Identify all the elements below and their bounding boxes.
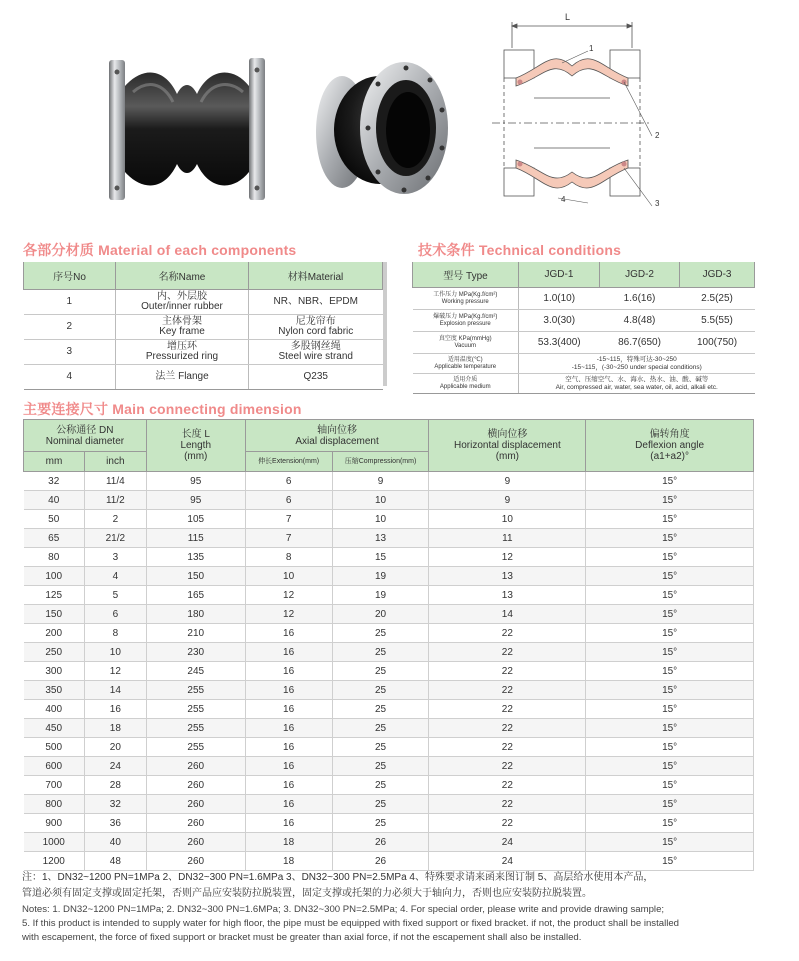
technical-value: 100(750): [680, 332, 755, 354]
technical-value: 5.5(55): [680, 310, 755, 332]
callout-2: 2: [655, 131, 660, 140]
dimension-row: [24, 795, 754, 814]
cell-deflexion: 15°: [586, 833, 754, 852]
cell-length: 260: [146, 776, 245, 795]
cell-horizontal: 12: [429, 548, 586, 567]
technical-row: [413, 288, 755, 310]
material-name-cn: 内、外层胶: [157, 291, 207, 302]
header-def-unit: (a1+a2)°: [650, 451, 689, 462]
cell-horizontal: 22: [429, 776, 586, 795]
cell-inch: 24: [84, 757, 146, 776]
material-no: 1: [24, 290, 116, 315]
header-dn-en: Nominal diameter: [45, 435, 125, 447]
cell-extension: 16: [245, 757, 332, 776]
cell-compression: 9: [332, 472, 429, 491]
header-axial-en: Axial displacement: [295, 435, 379, 447]
cell-extension: 16: [245, 662, 332, 681]
technical-header-row: [413, 262, 755, 288]
dimension-table-body: [24, 472, 754, 871]
cell-extension: 16: [245, 681, 332, 700]
cell-horizontal: 22: [429, 738, 586, 757]
dimension-row: [24, 700, 754, 719]
dimension-table: [23, 419, 754, 871]
cell-mm: 250: [24, 643, 85, 662]
cell-deflexion: 15°: [586, 643, 754, 662]
technical-label-cn: 真空度 KPa(mmHg): [438, 335, 492, 342]
material-value: Q235: [249, 365, 383, 390]
cell-length: 230: [146, 643, 245, 662]
cell-extension: 10: [245, 567, 332, 586]
cell-inch: 4: [84, 567, 146, 586]
cell-mm: 1000: [24, 833, 85, 852]
cell-length: 260: [146, 833, 245, 852]
dimension-row: [24, 529, 754, 548]
cell-compression: 25: [332, 776, 429, 795]
technical-label: [413, 288, 519, 310]
technical-wide-value: [519, 374, 755, 394]
cell-inch: 6: [84, 605, 146, 624]
temperature-en: -15~115，(-30~250 under special conditions): [571, 363, 702, 371]
dimension-L-label: L: [565, 12, 571, 22]
cell-inch: 16: [84, 700, 146, 719]
cell-compression: 10: [332, 510, 429, 529]
technical-header-jgd1: JGD-1: [519, 262, 600, 288]
technical-value: 3.0(30): [519, 310, 600, 332]
cell-inch: 2: [84, 510, 146, 529]
cell-compression: 25: [332, 757, 429, 776]
header-def-cn: 偏转角度: [649, 429, 690, 440]
cell-extension: 16: [245, 719, 332, 738]
technical-label-cn: 爆破压力 MPa(Kg.f/cm²): [433, 313, 498, 320]
materials-header-material: 材料Material: [249, 262, 383, 290]
cell-inch: 32: [84, 795, 146, 814]
cell-extension: 16: [245, 643, 332, 662]
material-name-en: Outer/inner rubber: [141, 301, 223, 312]
cell-inch: 10: [84, 643, 146, 662]
materials-section-title: 各部分材质 Material of each components: [23, 242, 297, 258]
note-cn-line-1: 注：1、DN32~1200 PN=1MPa 2、DN32~300 PN=1.6MPa 3、DN32~300 PN=2.5MPa 4、特殊要求请来函来图订制 5、高层给水使用本产品，: [22, 872, 654, 883]
note-en-line-2: 5. If this product is intended to supply water for high floor, the pipe must be equipped with fixed support or fixed bracket. if not, the product shall be installed: [22, 918, 680, 929]
materials-header-no: 序号No: [24, 262, 116, 290]
cell-compression: 25: [332, 738, 429, 757]
note-cn-line-2: 管道必须有固定支撑或固定托架，否则产品应安装防拉脱装置，固定支撑或托架的力必须大于轴向力，否则也应安装防拉脱装置。: [22, 888, 592, 899]
cell-compression: 25: [332, 643, 429, 662]
cell-extension: 8: [245, 548, 332, 567]
cell-deflexion: 15°: [586, 795, 754, 814]
technical-value: 86.7(650): [599, 332, 679, 354]
cell-horizontal: 22: [429, 719, 586, 738]
cell-compression: 19: [332, 586, 429, 605]
cell-inch: 5: [84, 586, 146, 605]
cell-deflexion: 15°: [586, 624, 754, 643]
header-hor-en: Horizontal displacement: [454, 440, 561, 451]
cell-deflexion: 15°: [586, 605, 754, 624]
header-length-en: Length: [180, 440, 212, 451]
material-name: 法兰 Flange: [116, 365, 249, 390]
material-name-cn: 主体骨架: [162, 316, 202, 327]
header-deflexion: [586, 420, 754, 472]
cell-deflexion: 15°: [586, 681, 754, 700]
material-value: [249, 340, 383, 365]
dimension-row: [24, 662, 754, 681]
header-length: [146, 420, 245, 472]
cell-compression: 25: [332, 624, 429, 643]
cell-mm: 32: [24, 472, 85, 491]
cross-section-diagram: [492, 8, 672, 230]
material-value-en: Nylon cord fabric: [278, 326, 354, 337]
cell-inch: 36: [84, 814, 146, 833]
header-length-unit: (mm): [184, 451, 208, 462]
material-no: 3: [24, 340, 116, 365]
header-axial-cn: 轴向位移: [317, 424, 358, 436]
material-value: [249, 315, 383, 340]
cell-inch: 18: [84, 719, 146, 738]
technical-label-en: Applicable temperature: [434, 363, 497, 370]
cell-mm: 200: [24, 624, 85, 643]
dimension-row: [24, 605, 754, 624]
materials-table: [23, 262, 383, 390]
dimension-row: [24, 738, 754, 757]
technical-value: 53.3(400): [519, 332, 600, 354]
material-value-cn: 尼龙帘布: [295, 316, 336, 327]
product-photo-angled-view: [302, 52, 452, 202]
material-value-en: Steel wire strand: [278, 351, 353, 362]
callout-1: 1: [589, 44, 594, 53]
material-name-en: Pressurized ring: [145, 351, 219, 362]
technical-header-jgd2: JGD-2: [599, 262, 679, 288]
cell-compression: 25: [332, 719, 429, 738]
cell-horizontal: 22: [429, 662, 586, 681]
cell-compression: 25: [332, 662, 429, 681]
note-en-line-1: Notes: 1. DN32~1200 PN=1MPa; 2. DN32~300 PN=1.6MPa; 3. DN32~300 PN=2.5MPa; 4. For special order, please write and provide drawing sample;: [22, 904, 665, 915]
header-inch: inch: [84, 452, 146, 472]
cell-length: 255: [146, 700, 245, 719]
cell-length: 210: [146, 624, 245, 643]
cell-horizontal: 22: [429, 757, 586, 776]
cell-mm: 65: [24, 529, 85, 548]
dimension-row: [24, 491, 754, 510]
cell-inch: 8: [84, 624, 146, 643]
material-name: [116, 315, 249, 340]
technical-label-en: Working pressure: [441, 298, 489, 305]
cell-deflexion: 15°: [586, 529, 754, 548]
cell-length: 260: [146, 852, 245, 871]
cell-inch: 28: [84, 776, 146, 795]
cell-compression: 25: [332, 795, 429, 814]
material-no: 2: [24, 315, 116, 340]
cell-horizontal: 22: [429, 814, 586, 833]
cell-extension: 7: [245, 529, 332, 548]
cell-horizontal: 22: [429, 795, 586, 814]
cell-compression: 25: [332, 681, 429, 700]
technical-label-en: Explosion pressure: [439, 320, 491, 327]
cell-inch: 20: [84, 738, 146, 757]
dimension-row: [24, 567, 754, 586]
cell-length: 165: [146, 586, 245, 605]
cell-horizontal: 11: [429, 529, 586, 548]
materials-header-row: [24, 262, 383, 290]
dimension-row: [24, 472, 754, 491]
cell-inch: 12: [84, 662, 146, 681]
material-name: [116, 290, 249, 315]
cell-extension: 7: [245, 510, 332, 529]
dimension-row: [24, 757, 754, 776]
cell-mm: 350: [24, 681, 85, 700]
cell-deflexion: 15°: [586, 700, 754, 719]
cell-deflexion: 15°: [586, 757, 754, 776]
cell-compression: 10: [332, 491, 429, 510]
technical-label: [413, 332, 519, 354]
cell-extension: 16: [245, 624, 332, 643]
technical-label: [413, 374, 519, 394]
cell-mm: 80: [24, 548, 85, 567]
dimension-row: [24, 510, 754, 529]
cell-mm: 450: [24, 719, 85, 738]
cell-mm: 125: [24, 586, 85, 605]
product-photo-side-view: [103, 52, 271, 202]
materials-header-name: 名称Name: [116, 262, 249, 290]
cell-horizontal: 24: [429, 833, 586, 852]
cell-length: 260: [146, 757, 245, 776]
cell-compression: 13: [332, 529, 429, 548]
cell-horizontal: 13: [429, 586, 586, 605]
cell-extension: 12: [245, 605, 332, 624]
cell-extension: 16: [245, 738, 332, 757]
cell-deflexion: 15°: [586, 567, 754, 586]
technical-section-title: 技术条件 Technical conditions: [418, 242, 622, 258]
cell-compression: 26: [332, 833, 429, 852]
materials-row: [24, 290, 383, 315]
dimension-row: [24, 776, 754, 795]
technical-label-en: Vacuum: [454, 342, 477, 349]
dimension-row: [24, 833, 754, 852]
materials-row: [24, 340, 383, 365]
header-extension: 伸长Extension(mm): [245, 452, 332, 472]
cell-inch: 11/2: [84, 491, 146, 510]
material-name-cn: 增压环: [167, 341, 197, 352]
material-no: 4: [24, 365, 116, 390]
technical-value: 4.8(48): [599, 310, 679, 332]
cell-deflexion: 15°: [586, 662, 754, 681]
cell-deflexion: 15°: [586, 852, 754, 871]
medium-cn: 空气、压缩空气、水、海水、热水、油、酸、碱等: [565, 375, 709, 383]
cell-mm: 700: [24, 776, 85, 795]
cell-mm: 600: [24, 757, 85, 776]
cell-mm: 100: [24, 567, 85, 586]
cell-inch: 3: [84, 548, 146, 567]
cell-horizontal: 22: [429, 700, 586, 719]
cell-mm: 400: [24, 700, 85, 719]
technical-row: [413, 374, 755, 394]
technical-label-cn: 适用温度(℃): [447, 356, 483, 363]
cell-mm: 500: [24, 738, 85, 757]
dimension-row: [24, 624, 754, 643]
header-axial: [245, 420, 429, 452]
cell-inch: 21/2: [84, 529, 146, 548]
cell-length: 260: [146, 795, 245, 814]
cell-compression: 26: [332, 852, 429, 871]
technical-value: 2.5(25): [680, 288, 755, 310]
materials-table-shadow: [383, 262, 387, 386]
cell-length: 260: [146, 814, 245, 833]
cell-extension: 16: [245, 795, 332, 814]
dimension-header-row-1: [24, 420, 754, 452]
header-horizontal: [429, 420, 586, 472]
cell-horizontal: 10: [429, 510, 586, 529]
dimension-row: [24, 643, 754, 662]
header-length-cn: 长度 L: [181, 429, 210, 440]
material-value-cn: 多股钢丝绳: [290, 341, 341, 352]
dimension-row: [24, 681, 754, 700]
cell-compression: 15: [332, 548, 429, 567]
technical-label: [413, 354, 519, 374]
cell-length: 135: [146, 548, 245, 567]
cell-inch: 40: [84, 833, 146, 852]
technical-label-cn: 工作压力 MPa(Kg.f/cm²): [433, 291, 498, 298]
callout-4: 4: [561, 195, 566, 204]
header-def-en: Deflexion angle: [635, 440, 705, 451]
cell-compression: 19: [332, 567, 429, 586]
cell-mm: 150: [24, 605, 85, 624]
dimension-row: [24, 586, 754, 605]
cell-horizontal: 22: [429, 624, 586, 643]
cell-length: 150: [146, 567, 245, 586]
medium-en: Air, compressed air, water, sea water, oil, acid, alkali etc.: [555, 383, 718, 391]
cell-mm: 800: [24, 795, 85, 814]
cell-extension: 16: [245, 776, 332, 795]
header-mm: mm: [24, 452, 85, 472]
cell-compression: 25: [332, 700, 429, 719]
cell-deflexion: 15°: [586, 548, 754, 567]
cell-extension: 18: [245, 852, 332, 871]
cell-deflexion: 15°: [586, 491, 754, 510]
cell-deflexion: 15°: [586, 510, 754, 529]
cell-extension: 18: [245, 833, 332, 852]
material-name-en: Key frame: [159, 326, 205, 337]
note-en-line-3: with escapement, the force of fixed support or bracket must be greater than axial force, if not the escapement shall also be installed.: [22, 932, 582, 943]
dimension-section-title: 主要连接尺寸 Main connecting dimension: [23, 401, 302, 417]
cell-extension: 6: [245, 491, 332, 510]
cell-length: 255: [146, 738, 245, 757]
cell-inch: 11/4: [84, 472, 146, 491]
materials-row: [24, 365, 383, 390]
technical-table: [412, 262, 755, 394]
callout-3: 3: [655, 199, 660, 208]
cell-mm: 300: [24, 662, 85, 681]
cell-extension: 12: [245, 586, 332, 605]
cell-horizontal: 14: [429, 605, 586, 624]
technical-label: [413, 310, 519, 332]
cell-length: 95: [146, 472, 245, 491]
materials-row: [24, 315, 383, 340]
cell-length: 255: [146, 719, 245, 738]
technical-row: [413, 354, 755, 374]
cell-horizontal: 24: [429, 852, 586, 871]
material-value: NR、NBR、EPDM: [249, 290, 383, 315]
dimension-row: [24, 814, 754, 833]
dimension-row: [24, 719, 754, 738]
cell-inch: 48: [84, 852, 146, 871]
cell-deflexion: 15°: [586, 586, 754, 605]
cell-compression: 25: [332, 814, 429, 833]
material-name: [116, 340, 249, 365]
cell-deflexion: 15°: [586, 472, 754, 491]
cell-horizontal: 13: [429, 567, 586, 586]
technical-row: [413, 310, 755, 332]
header-hor-cn: 横向位移: [487, 429, 528, 440]
technical-label-cn: 适用介质: [453, 376, 478, 383]
cell-horizontal: 9: [429, 472, 586, 491]
dimension-row: [24, 548, 754, 567]
cell-length: 105: [146, 510, 245, 529]
technical-value: 1.0(10): [519, 288, 600, 310]
cell-deflexion: 15°: [586, 738, 754, 757]
cell-mm: 1200: [24, 852, 85, 871]
cell-length: 255: [146, 681, 245, 700]
cell-length: 180: [146, 605, 245, 624]
technical-wide-value: [519, 354, 755, 374]
cell-deflexion: 15°: [586, 719, 754, 738]
technical-header-jgd3: JGD-3: [680, 262, 755, 288]
header-hor-unit: (mm): [495, 451, 520, 462]
header-nominal-diameter: [24, 420, 147, 452]
technical-label-en: Applicable medium: [439, 383, 491, 390]
technical-row: [413, 332, 755, 354]
cell-mm: 50: [24, 510, 85, 529]
cell-mm: 40: [24, 491, 85, 510]
cell-length: 115: [146, 529, 245, 548]
cell-extension: 16: [245, 814, 332, 833]
cell-horizontal: 22: [429, 681, 586, 700]
cell-deflexion: 15°: [586, 814, 754, 833]
cell-horizontal: 22: [429, 643, 586, 662]
technical-header-type: 型号 Type: [413, 262, 519, 288]
header-dn-cn: 公称通径 DN: [56, 424, 114, 436]
cell-inch: 14: [84, 681, 146, 700]
cell-extension: 6: [245, 472, 332, 491]
cell-length: 245: [146, 662, 245, 681]
header-compression: 压缩Compression(mm): [332, 452, 429, 472]
cell-mm: 900: [24, 814, 85, 833]
temperature-cn: -15~115，特殊可达-30~250: [596, 355, 677, 363]
technical-value: 1.6(16): [599, 288, 679, 310]
cell-deflexion: 15°: [586, 776, 754, 795]
cell-length: 95: [146, 491, 245, 510]
cell-compression: 20: [332, 605, 429, 624]
cell-horizontal: 9: [429, 491, 586, 510]
cell-extension: 16: [245, 700, 332, 719]
